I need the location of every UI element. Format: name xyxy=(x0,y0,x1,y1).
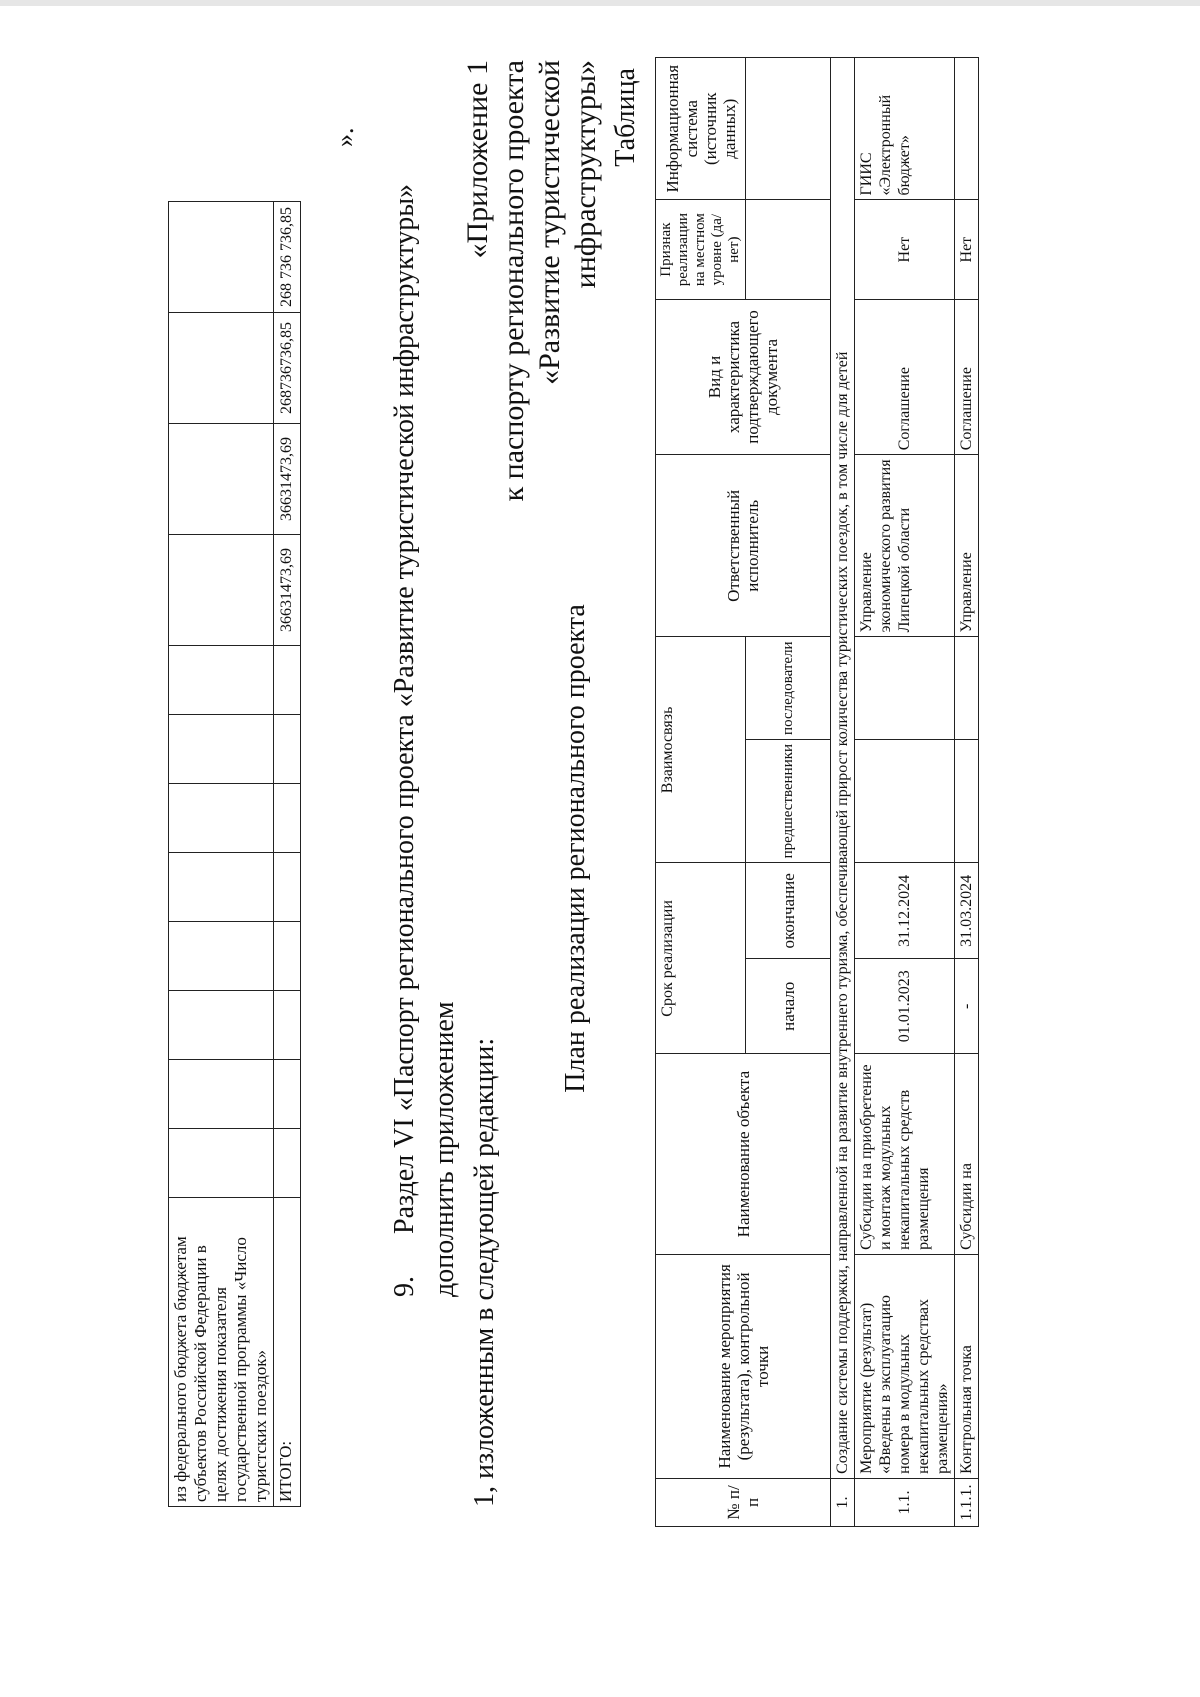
row-name: Контрольная точка xyxy=(955,1254,979,1478)
appendix-line: к паспорту регионального проекта xyxy=(497,60,530,502)
total-value: 268 736 736,85 xyxy=(274,202,301,313)
header-predecessors: предшественники xyxy=(746,739,831,862)
funding-table xyxy=(168,201,301,1507)
row-pred xyxy=(855,739,955,862)
appendix-line: «Развитие туристической xyxy=(533,60,566,385)
paragraph-text-line1: Раздел VI «Паспорт регионального проекта «Развитие туристической инфраструктуры» дополнить приложением xyxy=(389,183,460,1297)
row-document: Соглашение xyxy=(955,299,979,454)
section-text: Создание системы поддержки, направленной на развитие внутреннего туризма, обеспечивающей прирост количества туристических поездок, в том числе для детей xyxy=(831,58,855,1479)
row-info xyxy=(955,58,979,200)
header-period: Срок реализации xyxy=(656,863,746,1054)
total-value: 268736736,85 xyxy=(274,313,301,424)
table-label: Таблица xyxy=(610,68,641,167)
appendix-line: «Приложение 1 xyxy=(461,60,494,259)
total-value: 36631473,69 xyxy=(274,535,301,646)
row-end: 31.03.2024 xyxy=(955,863,979,959)
table-row xyxy=(955,58,979,1527)
total-label: ИТОГО: xyxy=(274,1198,301,1507)
paragraph-text-line2: 1, изложенным в следующей редакции: xyxy=(469,1037,500,1507)
plan-table xyxy=(655,57,979,1527)
row-name: Мероприятие (результат) «Введены в эксплуатацию номера в модульных некапитальных средствах размещения» xyxy=(855,1254,955,1478)
paragraph-number: 9. xyxy=(389,1276,420,1297)
header-row xyxy=(656,58,746,1527)
row-responsible: Управление xyxy=(955,455,979,637)
row-end: 31.12.2024 xyxy=(855,863,955,959)
plan-title: План реализации регионального проекта xyxy=(560,604,591,1093)
row-document: Соглашение xyxy=(855,299,955,454)
header-object: Наименование объекта xyxy=(656,1054,831,1255)
header-no: № п/п xyxy=(656,1478,831,1526)
table-row xyxy=(855,58,955,1527)
row-object: Субсидии на приобретение и монтаж модульных некапитальных средств размещения xyxy=(855,1054,955,1255)
header-end: окончание xyxy=(746,863,831,959)
row-pred xyxy=(955,739,979,862)
funding-row-label: из федерального бюджета бюджетам субъектов Российской Федерации в целях достижения показателя государственной программы «Число туристских поездок» xyxy=(169,1198,274,1507)
header-responsible: Ответственный исполнитель xyxy=(656,455,831,637)
row-start: - xyxy=(955,959,979,1054)
table-row xyxy=(274,202,301,1507)
row-succ xyxy=(955,637,979,740)
header-local: Признак реализации на местном уровне (да/нет) xyxy=(656,200,746,299)
row-no: 1.1.1. xyxy=(955,1478,979,1526)
closing-quote: ». xyxy=(330,127,359,147)
header-document: Вид и характеристика подтверждающего документа xyxy=(656,299,831,454)
row-info: ГИИС «Электронный бюджет» xyxy=(855,58,955,200)
table-row xyxy=(169,202,274,1507)
row-start: 01.01.2023 xyxy=(855,959,955,1054)
section-row xyxy=(831,58,855,1527)
header-name: Наименование мероприятия (результата), контрольной точки xyxy=(656,1254,831,1478)
row-succ xyxy=(855,637,955,740)
header-start: начало xyxy=(746,959,831,1054)
total-value: 36631473,69 xyxy=(274,424,301,535)
header-successors: последователи xyxy=(746,637,831,740)
row-responsible: Управление экономического развития Липецкой области xyxy=(855,455,955,637)
header-info: Информационная система (источник данных) xyxy=(656,58,746,200)
section-no: 1. xyxy=(831,1478,855,1526)
appendix-line: инфраструктуры» xyxy=(569,60,602,289)
row-object: Субсидии на xyxy=(955,1054,979,1255)
row-no: 1.1. xyxy=(855,1478,955,1526)
row-local: Нет xyxy=(955,200,979,299)
header-relation: Взаимосвязь xyxy=(656,637,746,863)
row-local: Нет xyxy=(855,200,955,299)
